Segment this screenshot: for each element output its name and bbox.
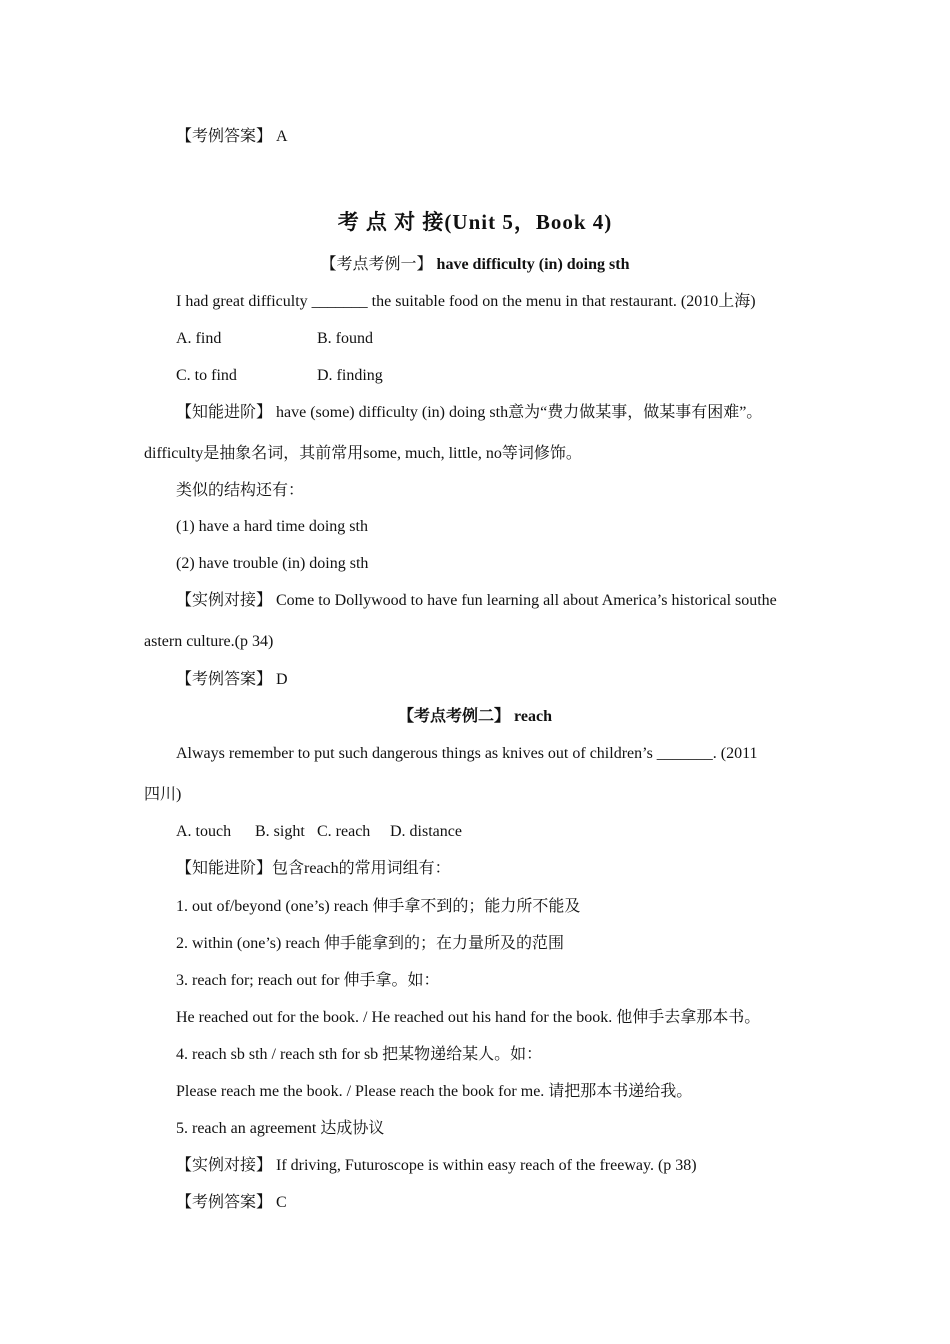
top-answer: 【考例答案】 A: [176, 128, 288, 145]
example2-tip: 【知能进阶】包含reach的常用词组有：: [176, 860, 451, 877]
example1-heading-text: have difficulty (in) doing sth: [432, 256, 630, 273]
example1-practice-line2: astern culture.(p 34): [144, 633, 274, 650]
phrase-2: 2. within (one’s) reach 伸手能拿到的；在力量所及的范围: [176, 935, 564, 952]
phrase-1: 1. out of/beyond (one’s) reach 伸手拿不到的；能力所不能及: [176, 898, 581, 915]
example2-heading: [0, 707, 950, 727]
example1-tip-line2: difficulty是抽象名词，其前常用some, much, little, no等词修饰。: [144, 445, 582, 462]
example1-practice-line1: 【实例对接】 Come to Dollywood to have fun learning all about America’s historical southe: [176, 592, 777, 609]
example1-similar-item2: (2) have trouble (in) doing sth: [176, 555, 369, 572]
example1-heading: [0, 255, 950, 275]
example1-question: I had great difficulty _______ the suitable food on the menu in that restaurant. (2010上海): [176, 293, 756, 310]
example1-similar: 类似的结构还有：: [176, 482, 305, 499]
option-c: C. reach: [317, 823, 371, 840]
example2-answer: 【考例答案】 C: [176, 1194, 287, 1211]
example2-practice: 【实例对接】 If driving, Futuroscope is within easy reach of the freeway. (p 38): [176, 1157, 697, 1174]
phrase-4-example: Please reach me the book. / Please reach the book for me. 请把那本书递给我。: [176, 1083, 693, 1100]
phrase-3: 3. reach for; reach out for 伸手拿。如：: [176, 972, 440, 989]
example2-question-line2: 四川): [144, 786, 182, 803]
phrase-3-example: He reached out for the book. / He reached out his hand for the book. 他伸手去拿那本书。: [176, 1009, 761, 1026]
option-b: B. found: [317, 330, 373, 347]
option-d: D. distance: [390, 823, 462, 840]
option-a: A. find: [176, 330, 222, 347]
option-b: B. sight: [255, 823, 305, 840]
phrase-4: 4. reach sb sth / reach sth for sb 把某物递给某人。如：: [176, 1046, 543, 1063]
example1-tip-line1: 【知能进阶】 have (some) difficulty (in) doing sth意为“费力做某事，做某事有困难”。: [176, 404, 763, 421]
section-title: 考 点 对 接(Unit 5，Book 4): [337, 210, 613, 234]
example1-options-row1: [176, 329, 373, 349]
example2-options: [176, 822, 462, 842]
phrase-5: 5. reach an agreement 达成协议: [176, 1120, 385, 1137]
example2-question-line1: Always remember to put such dangerous things as knives out of children’s _______. (2011: [176, 745, 758, 762]
example1-similar-item1: (1) have a hard time doing sth: [176, 518, 368, 535]
option-a: A. touch: [176, 823, 232, 840]
option-c: C. to find: [176, 367, 237, 384]
example2-heading-tag: 【考点考例二】: [398, 708, 511, 725]
example2-heading-text: reach: [510, 708, 552, 725]
example1-heading-tag: 【考点考例一】: [320, 256, 433, 273]
option-d: D. finding: [317, 367, 383, 384]
example1-answer: 【考例答案】 D: [176, 671, 288, 688]
example1-options-row2: [176, 366, 383, 386]
